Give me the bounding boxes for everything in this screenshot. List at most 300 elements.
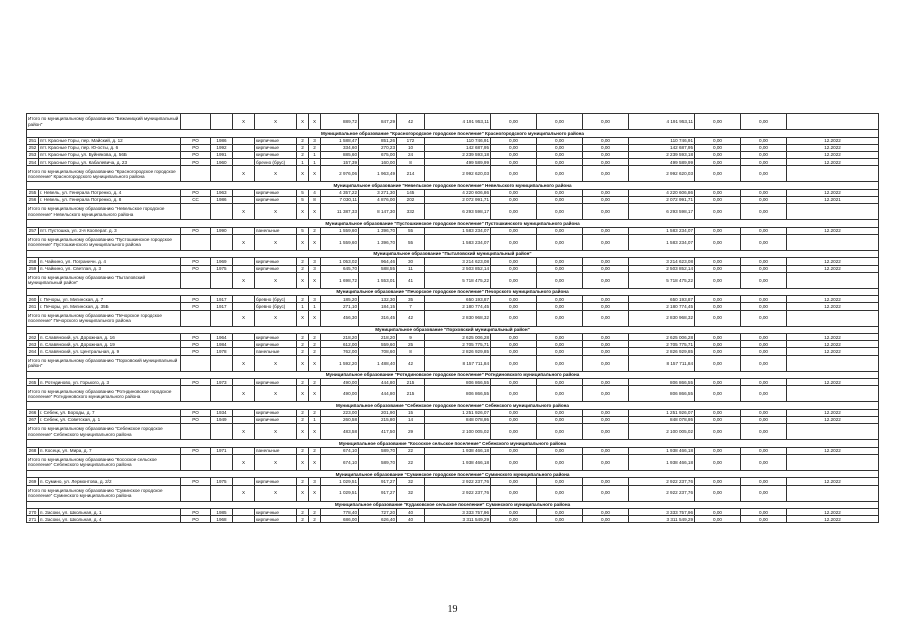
row-number-cell: 254 (27, 159, 39, 166)
deadline-cell: 12.2022 (787, 265, 879, 272)
year-cell (787, 166, 879, 182)
residents-cell: 30 (397, 258, 425, 265)
living-area-cell: 851,26 (359, 137, 397, 144)
subtotal-label: Итого по муниципальному образованию "Порховский муниципальный район" (27, 355, 181, 371)
amount-cell: 0,00 (583, 265, 629, 272)
amount-cell: 0,00 (741, 409, 787, 416)
amount-cell: 0,00 (491, 485, 537, 501)
amount-cell: 0,00 (741, 341, 787, 348)
address-cell: г. Невель, ул. Генерала Потренко, д. 4 (39, 189, 181, 196)
residents-cell: 24 (397, 151, 425, 158)
section-header-row (27, 182, 879, 190)
total-area-cell: 885,60 (321, 151, 359, 158)
floors-cell: 2 (297, 258, 309, 265)
amount-cell: 0,00 (741, 379, 787, 386)
living-area-cell: 132,30 (359, 296, 397, 303)
amount-cell: 0,00 (537, 196, 583, 203)
amount-cell: 0,00 (537, 189, 583, 196)
cost-cell: 2 625 006,28 (425, 334, 491, 341)
amount-cell: 0,00 (491, 454, 537, 470)
amount-cell: 0,00 (583, 296, 629, 303)
cost-cell: 2 239 593,18 (425, 151, 491, 158)
section-title: Муниципальное образование "Красногородское городское поселение" Красногородского муниципального района (27, 130, 879, 138)
deadline-cell: 12.2022 (787, 509, 879, 516)
empty-cell (233, 516, 255, 523)
empty-cell (233, 189, 255, 196)
amount-cell: 0,00 (695, 144, 741, 151)
entrances-cell: 2 (309, 516, 321, 523)
empty-cell (233, 258, 255, 265)
amount-cell: 0,00 (695, 296, 741, 303)
cost-cell: 1 583 234,07 (425, 227, 491, 234)
amount-cell: 0,00 (491, 204, 537, 220)
residents-cell: 9 (397, 334, 425, 341)
fund-type-cell: РО (181, 348, 211, 355)
build-year-cell: 1963 (211, 189, 233, 196)
total-cost-cell: 6 293 598,17 (629, 204, 695, 220)
row-number-cell: 271 (27, 516, 39, 523)
amount-cell: 0,00 (491, 478, 537, 485)
living-area-cell: 626,40 (359, 516, 397, 523)
x-cell: X (233, 310, 255, 326)
living-area-cell: 1 488,40 (359, 355, 397, 371)
entrances-cell: 1 (309, 303, 321, 310)
amount-cell: 0,00 (537, 516, 583, 523)
subtotal-label: Итого по муниципальному образованию "Печорское городское поселение" Печорского муниципального района (27, 310, 181, 326)
amount-cell: 0,00 (491, 303, 537, 310)
fund-type-cell: РО (181, 334, 211, 341)
amount-cell: 0,00 (583, 334, 629, 341)
address-cell: пгт. Красные Горы, ул. Буйнякова, д. 56Б (39, 151, 181, 158)
floors-cell: 5 (297, 227, 309, 234)
living-area-cell: 444,80 (359, 386, 397, 402)
amount-cell: 0,00 (491, 334, 537, 341)
residents-cell: 8 (397, 159, 425, 166)
build-year-cell: 1968 (211, 516, 233, 523)
amount-cell: 0,00 (695, 509, 741, 516)
amount-cell: 0,00 (583, 196, 629, 203)
deadline-cell: 12.2022 (787, 334, 879, 341)
living-area-cell: 589,70 (359, 454, 397, 470)
x-cell: X (309, 454, 321, 470)
entrances-cell: 1 (309, 417, 321, 424)
x-cell: X (309, 234, 321, 250)
residents-cell: 25 (397, 341, 425, 348)
amount-cell: 0,00 (741, 348, 787, 355)
floors-cell: 5 (297, 196, 309, 203)
entrances-cell: 2 (309, 409, 321, 416)
amount-cell: 0,00 (491, 386, 537, 402)
cost-cell: 3 333 757,96 (425, 509, 491, 516)
subtotal-row (27, 386, 879, 402)
amount-cell: 0,00 (537, 447, 583, 454)
total-area-cell: 490,00 (321, 386, 359, 402)
subtotal-row (27, 272, 879, 288)
living-area-cell: 917,27 (359, 485, 397, 501)
floors-cell: 2 (297, 296, 309, 303)
row-number-cell: 264 (27, 348, 39, 355)
residents-cell: 42 (397, 355, 425, 371)
amount-cell: 0,00 (491, 114, 537, 130)
amount-cell: 0,00 (741, 334, 787, 341)
entrances-cell: 3 (309, 265, 321, 272)
x-cell: X (255, 234, 297, 250)
cost-cell: 3 214 623,08 (425, 258, 491, 265)
total-area-cell: 157,39 (321, 159, 359, 166)
fund-type-cell: РО (181, 417, 211, 424)
build-year-cell: 1971 (211, 447, 233, 454)
deadline-cell: 12.2022 (787, 258, 879, 265)
empty-cell (211, 234, 233, 250)
total-area-cell: 674,10 (321, 447, 359, 454)
floors-cell: 2 (297, 417, 309, 424)
total-cost-cell: 2 100 005,02 (629, 424, 695, 440)
living-area-cell: 417,50 (359, 424, 397, 440)
floors-cell: 2 (297, 137, 309, 144)
residents-cell: 15 (397, 409, 425, 416)
cost-cell: 806 866,55 (425, 379, 491, 386)
empty-cell (233, 409, 255, 416)
cost-cell: 499 589,99 (425, 159, 491, 166)
fund-type-cell: РО (181, 258, 211, 265)
residents-cell: 22 (397, 454, 425, 470)
amount-cell: 0,00 (741, 114, 787, 130)
residents-cell: 40 (397, 516, 425, 523)
amount-cell: 0,00 (583, 144, 629, 151)
amount-cell: 0,00 (491, 409, 537, 416)
cost-cell: 2 705 775,71 (425, 341, 491, 348)
page-number: 19 (447, 604, 458, 615)
row-number-cell: 269 (27, 478, 39, 485)
amount-cell: 0,00 (491, 348, 537, 355)
total-area-cell: 7 030,11 (321, 196, 359, 203)
living-area-cell: 8 147,30 (359, 204, 397, 220)
amount-cell: 0,00 (583, 386, 629, 402)
build-year-cell: 1949 (211, 417, 233, 424)
floors-cell: 2 (297, 144, 309, 151)
empty-cell (181, 424, 211, 440)
amount-cell: 0,00 (583, 478, 629, 485)
cost-cell: 110 746,91 (425, 137, 491, 144)
x-cell: X (309, 424, 321, 440)
table-row (27, 196, 879, 203)
amount-cell: 0,00 (537, 424, 583, 440)
table-row (27, 303, 879, 310)
fund-type-cell: РО (181, 379, 211, 386)
x-cell: X (309, 272, 321, 288)
amount-cell: 0,00 (537, 204, 583, 220)
address-cell: пгт. Пустошка, ул. 2-я Кооперат. д. 3 (39, 227, 181, 234)
row-number-cell: 258 (27, 258, 39, 265)
x-cell: X (255, 272, 297, 288)
total-area-cell: 223,00 (321, 409, 359, 416)
residents-cell: 42 (397, 114, 425, 130)
amount-cell: 0,00 (537, 151, 583, 158)
amount-cell: 0,00 (583, 137, 629, 144)
total-cost-cell: 1 583 234,07 (629, 234, 695, 250)
amount-cell: 0,00 (583, 310, 629, 326)
x-cell: X (255, 485, 297, 501)
address-cell: г. Себеж, ул. Советская, д. 1 (39, 417, 181, 424)
floors-cell: 2 (297, 341, 309, 348)
cost-cell: 1 938 466,18 (425, 454, 491, 470)
living-area-cell: 201,90 (359, 409, 397, 416)
total-cost-cell: 3 333 757,96 (629, 509, 695, 516)
address-cell: п. Славянский, ул. Центральная, д. 9 (39, 348, 181, 355)
entrances-cell: 1 (309, 159, 321, 166)
amount-cell: 0,00 (491, 265, 537, 272)
amount-cell: 0,00 (491, 509, 537, 516)
floors-cell: 1 (297, 303, 309, 310)
total-cost-cell: 2 705 775,71 (629, 341, 695, 348)
table-row (27, 151, 879, 158)
total-cost-cell: 8 157 711,84 (629, 355, 695, 371)
register-sheet (26, 113, 876, 523)
address-cell: г. Печоры, ул. Мигинская, д. 7 (39, 296, 181, 303)
x-cell: X (297, 272, 309, 288)
row-number-cell: 263 (27, 341, 39, 348)
entrances-cell: 3 (309, 296, 321, 303)
wall-material-cell: кирпичные (255, 265, 297, 272)
section-title: Муниципальное образование "Порховский муниципальный район" (27, 326, 879, 334)
deadline-cell: 12.2022 (787, 137, 879, 144)
total-area-cell: 686,00 (321, 516, 359, 523)
x-cell: X (309, 355, 321, 371)
amount-cell: 0,00 (583, 151, 629, 158)
subtotal-row (27, 234, 879, 250)
total-cost-cell: 4 191 953,11 (629, 114, 695, 130)
x-cell: X (309, 166, 321, 182)
amount-cell: 0,00 (695, 409, 741, 416)
living-area-cell: 270,23 (359, 144, 397, 151)
amount-cell: 0,00 (695, 310, 741, 326)
empty-cell (181, 204, 211, 220)
build-year-cell: 1973 (211, 379, 233, 386)
amount-cell: 0,00 (695, 166, 741, 182)
amount-cell: 0,00 (537, 485, 583, 501)
section-title: Муниципальное образование "Невельское городское поселение" Невельского муниципального района (27, 182, 879, 190)
x-cell: X (233, 234, 255, 250)
build-year-cell: 1917 (211, 303, 233, 310)
amount-cell: 0,00 (537, 379, 583, 386)
residents-cell: 29 (397, 424, 425, 440)
build-year-cell: 1992 (211, 144, 233, 151)
total-area-cell: 1 029,51 (321, 478, 359, 485)
x-cell: X (297, 386, 309, 402)
amount-cell: 0,00 (583, 509, 629, 516)
row-number-cell: 253 (27, 151, 39, 158)
amount-cell: 0,00 (537, 166, 583, 182)
amount-cell: 0,00 (741, 137, 787, 144)
amount-cell: 0,00 (695, 485, 741, 501)
amount-cell: 0,00 (583, 409, 629, 416)
amount-cell: 0,00 (741, 478, 787, 485)
amount-cell: 0,00 (695, 151, 741, 158)
deadline-cell: 12.2022 (787, 516, 879, 523)
wall-material-cell: кирпичные (255, 151, 297, 158)
row-number-cell: 270 (27, 509, 39, 516)
amount-cell: 0,00 (695, 303, 741, 310)
amount-cell: 0,00 (583, 355, 629, 371)
residents-cell: 41 (397, 272, 425, 288)
amount-cell: 0,00 (583, 454, 629, 470)
x-cell: X (297, 114, 309, 130)
living-area-cell: 1 396,70 (359, 227, 397, 234)
total-area-cell: 1 592,20 (321, 355, 359, 371)
floors-cell: 2 (297, 478, 309, 485)
residents-cell: 215 (397, 386, 425, 402)
x-cell: X (233, 166, 255, 182)
build-year-cell: 1969 (211, 258, 233, 265)
table-row (27, 348, 879, 355)
cost-cell: 1 251 926,07 (425, 409, 491, 416)
x-cell: X (233, 424, 255, 440)
fund-type-cell: РО (181, 159, 211, 166)
section-title: Муниципальное образование "Пустошкинское городское поселение" Пустошкинского муниципального района (27, 220, 879, 228)
subtotal-row (27, 114, 879, 130)
total-area-cell: 334,60 (321, 144, 359, 151)
amount-cell: 0,00 (491, 447, 537, 454)
total-cost-cell: 2 503 852,14 (629, 265, 695, 272)
deadline-cell: 12.2022 (787, 189, 879, 196)
total-cost-cell: 2 992 620,03 (629, 166, 695, 182)
amount-cell: 0,00 (537, 234, 583, 250)
living-area-cell: 589,70 (359, 447, 397, 454)
residents-cell: 40 (397, 509, 425, 516)
fund-type-cell: РО (181, 303, 211, 310)
deadline-cell: 12.2022 (787, 159, 879, 166)
row-number-cell: 265 (27, 379, 39, 386)
floors-cell: 2 (297, 379, 309, 386)
empty-cell (211, 204, 233, 220)
residents-cell: 8 (397, 348, 425, 355)
deadline-cell: 12.2022 (787, 303, 879, 310)
amount-cell: 0,00 (695, 379, 741, 386)
amount-cell: 0,00 (537, 478, 583, 485)
amount-cell: 0,00 (491, 296, 537, 303)
wall-material-cell: кирпичные (255, 478, 297, 485)
address-cell: п. Сумино, ул. Лермонтова, д. 2/2 (39, 478, 181, 485)
table-row (27, 334, 879, 341)
amount-cell: 0,00 (583, 227, 629, 234)
empty-cell (233, 341, 255, 348)
entrances-cell: 2 (309, 509, 321, 516)
floors-cell: 2 (297, 334, 309, 341)
build-year-cell: 1985 (211, 509, 233, 516)
amount-cell: 0,00 (695, 386, 741, 402)
amount-cell: 0,00 (741, 151, 787, 158)
total-cost-cell: 3 214 623,08 (629, 258, 695, 265)
empty-cell (233, 265, 255, 272)
amount-cell: 0,00 (695, 478, 741, 485)
amount-cell: 0,00 (583, 417, 629, 424)
subtotal-label: Итого по муниципальному образованию "Ротндиновское городское поселение" Ротндиновского муниципального района (27, 386, 181, 402)
cost-cell: 2 992 620,03 (425, 166, 491, 182)
total-cost-cell: 1 938 466,18 (629, 454, 695, 470)
wall-material-cell: кирпичные (255, 409, 297, 416)
amount-cell: 0,00 (491, 227, 537, 234)
wall-material-cell: брevно (брус) (255, 159, 297, 166)
empty-cell (233, 348, 255, 355)
amount-cell: 0,00 (741, 144, 787, 151)
amount-cell: 0,00 (537, 334, 583, 341)
amount-cell: 0,00 (537, 114, 583, 130)
floors-cell: 2 (297, 447, 309, 454)
table-row (27, 417, 879, 424)
total-cost-cell: 2 239 593,18 (629, 151, 695, 158)
amount-cell: 0,00 (491, 516, 537, 523)
year-cell (787, 310, 879, 326)
section-title: Муниципальное образование "Кудаковское сельское поселение" Суминского муниципального района (27, 501, 879, 509)
residents-cell: 11 (397, 265, 425, 272)
section-header-row (27, 326, 879, 334)
table-row (27, 409, 879, 416)
x-cell: X (309, 386, 321, 402)
empty-cell (181, 310, 211, 326)
fund-type-cell: РО (181, 151, 211, 158)
x-cell: X (255, 114, 297, 130)
amount-cell: 0,00 (583, 272, 629, 288)
amount-cell: 0,00 (695, 114, 741, 130)
year-cell (787, 114, 879, 130)
amount-cell: 0,00 (695, 348, 741, 355)
residents-cell: 214 (397, 166, 425, 182)
empty-cell (211, 166, 233, 182)
amount-cell: 0,00 (583, 348, 629, 355)
amount-cell: 0,00 (491, 189, 537, 196)
year-cell (787, 272, 879, 288)
address-cell: п. Косецк, ул. Мира, д. 7 (39, 447, 181, 454)
entrances-cell: 2 (309, 341, 321, 348)
subtotal-row (27, 204, 879, 220)
fund-type-cell: РО (181, 478, 211, 485)
living-area-cell: 444,80 (359, 379, 397, 386)
amount-cell: 0,00 (741, 196, 787, 203)
section-header-row (27, 501, 879, 509)
amount-cell: 0,00 (583, 447, 629, 454)
total-cost-cell: 2 072 991,71 (629, 196, 695, 203)
table-row (27, 137, 879, 144)
amount-cell: 0,00 (695, 265, 741, 272)
section-title: Муниципальное образование "Себежское городское поселение" Себежского муниципального района (27, 402, 879, 410)
amount-cell: 0,00 (537, 409, 583, 416)
row-number-cell: 267 (27, 417, 39, 424)
amount-cell: 0,00 (537, 341, 583, 348)
empty-cell (181, 272, 211, 288)
amount-cell: 0,00 (583, 516, 629, 523)
amount-cell: 0,00 (741, 189, 787, 196)
amount-cell: 0,00 (741, 258, 787, 265)
section-title: Муниципальное образование "Косоское сельское поселение" Себежского муниципального района (27, 440, 879, 448)
amount-cell: 0,00 (583, 379, 629, 386)
total-cost-cell: 5 718 475,22 (629, 272, 695, 288)
fund-type-cell: РО (181, 227, 211, 234)
table-row (27, 227, 879, 234)
subtotal-row (27, 424, 879, 440)
living-area-cell: 160,00 (359, 159, 397, 166)
entrances-cell: 1 (309, 151, 321, 158)
empty-cell (211, 485, 233, 501)
total-cost-cell: 2 180 774,45 (629, 303, 695, 310)
amount-cell: 0,00 (741, 447, 787, 454)
build-year-cell: 1975 (211, 265, 233, 272)
total-area-cell: 1 559,60 (321, 227, 359, 234)
amount-cell: 0,00 (741, 386, 787, 402)
empty-cell (181, 454, 211, 470)
amount-cell: 0,00 (741, 272, 787, 288)
amount-cell: 0,00 (537, 454, 583, 470)
empty-cell (233, 296, 255, 303)
